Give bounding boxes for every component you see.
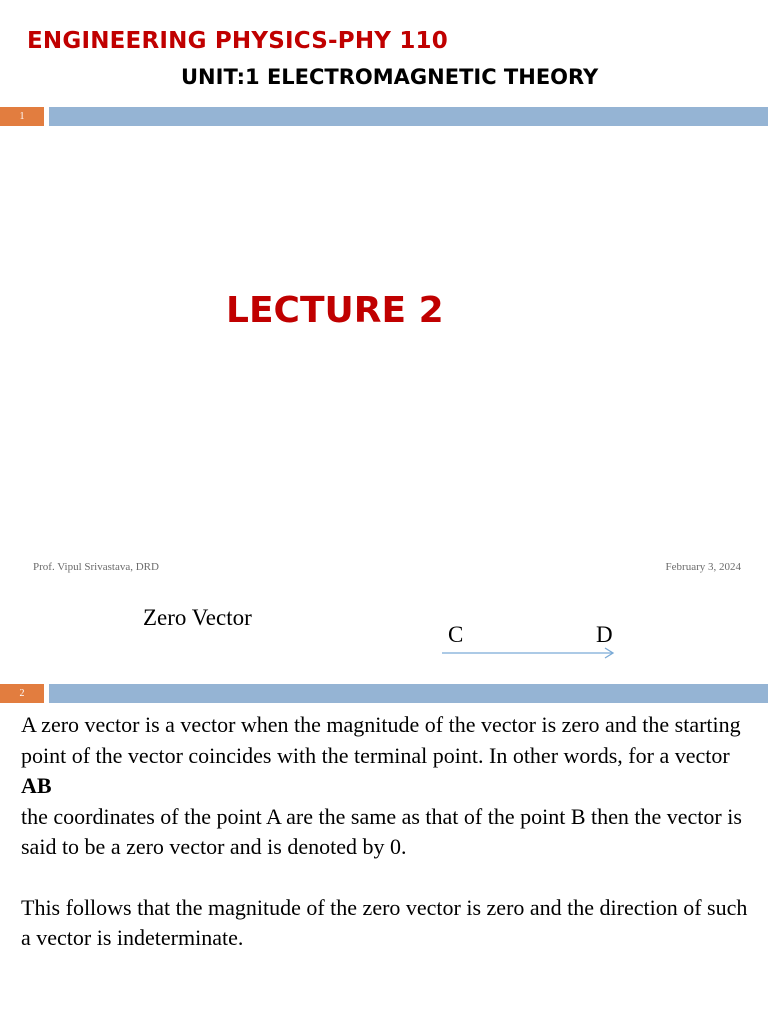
slide-number-badge: 2 [0,684,44,703]
slide-body [21,710,761,954]
slide-2 [0,585,768,1024]
header-bar [49,107,768,126]
slide-number-badge: 1 [0,107,44,126]
footer-author: Prof. Vipul Srivastava, DRD [33,561,159,573]
lecture-title: LECTURE 2 [226,290,444,331]
slide-heading: Zero Vector [143,605,252,630]
footer-date: February 3, 2024 [665,561,741,573]
point-d-label: D [596,622,613,647]
unit-title: UNIT:1 ELECTROMAGNETIC THEORY [181,65,599,89]
header-bar [49,684,768,703]
vector-arrow-icon [440,646,618,660]
paragraph-intro: A zero vector is a vector when the magnitude of the vector is zero and the starting point of the vector coincides with the terminal point. In other words, for a vector [21,712,741,768]
paragraph-continuation: the coordinates of the point A are the same as that of the point B then the vector is said to be a zero vector and is denoted by 0. [21,803,742,859]
vector-label: AB [21,773,52,798]
paragraph-conclusion: This follows that the magnitude of the zero vector is zero and the direction of such a vector is indeterminate. [21,894,748,950]
course-title: ENGINEERING PHYSICS-PHY 110 [27,28,448,54]
point-c-label: C [448,622,464,647]
